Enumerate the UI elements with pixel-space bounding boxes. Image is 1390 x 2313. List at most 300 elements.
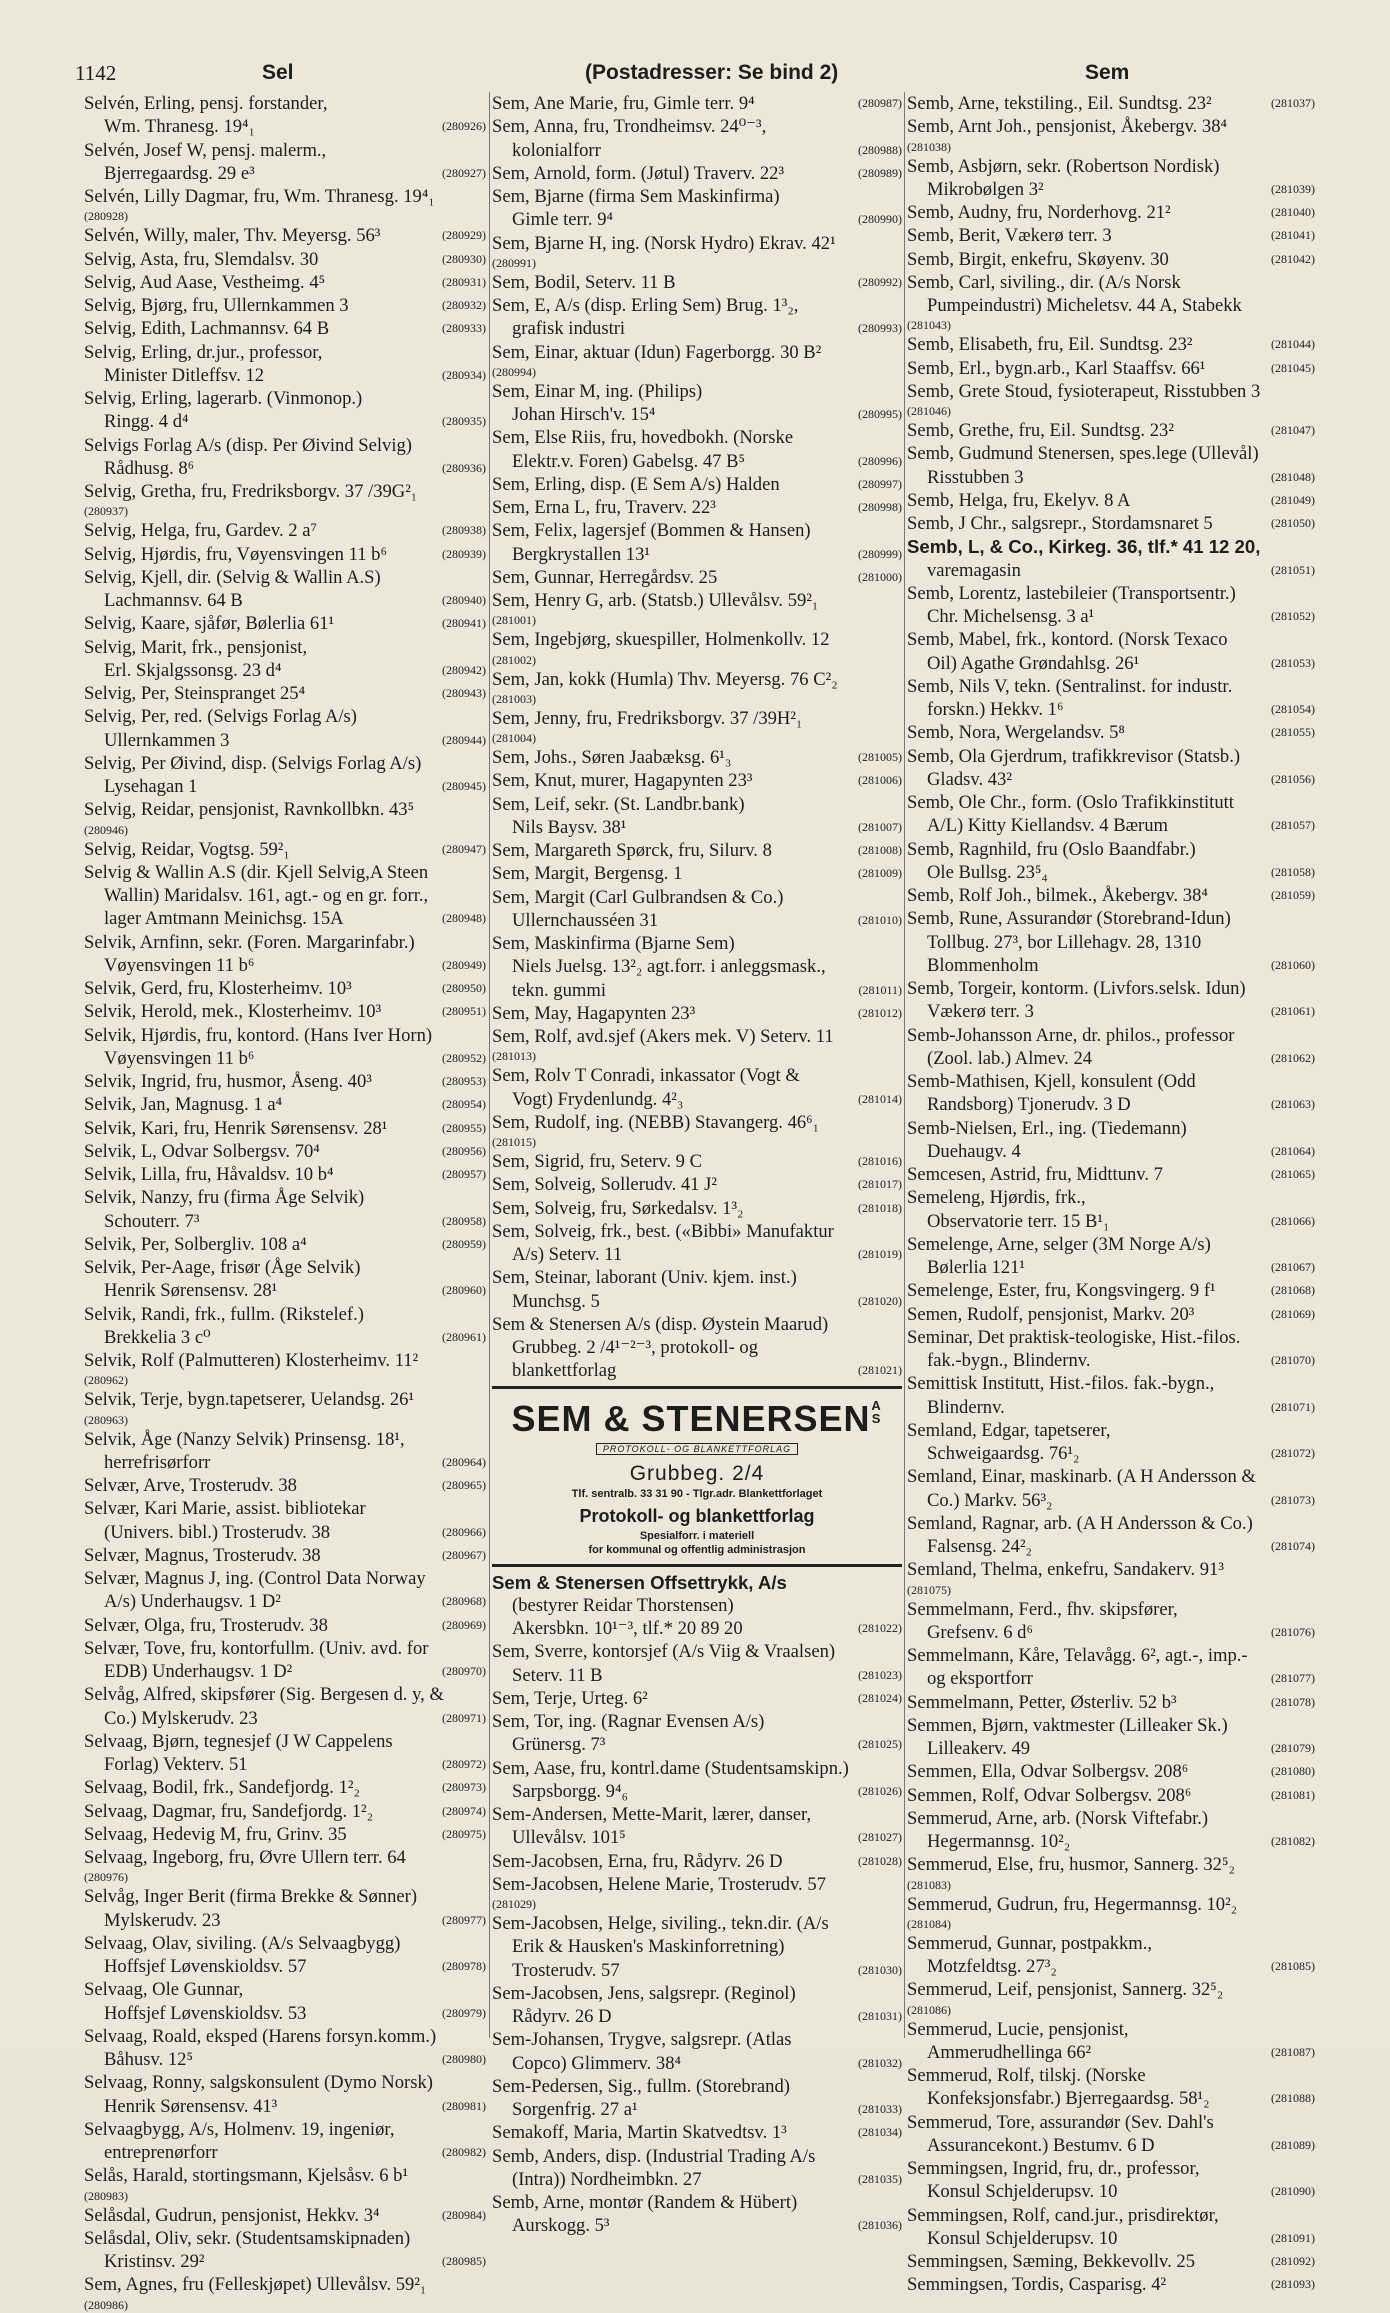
entry-name-line: Semland, Edgar, tapetserer, [907,1419,1111,1441]
entry-continuation-line: Forlag) Vekterv. 51 [104,1754,248,1775]
entry-number: (281060) [1271,957,1315,972]
entry-number: (281027) [858,1830,902,1845]
entry-number: (280934) [442,367,486,382]
entry-continuation-line: Båhusv. 12⁵ [104,2049,193,2070]
entry-continuation-line: (Univers. bibl.) Trosterudv. 38 [104,1521,331,1543]
directory-entry [84,248,486,271]
entry-name-line: Semmingsen, Sæming, Bekkevollv. 25 [907,2251,1196,2272]
entry-number: (280950) [442,981,486,995]
entry-name-line: Selvik, Lilla, fru, Håvaldsv. 10 b⁴ [84,1164,334,1185]
entry-number: (280978) [442,1959,486,1973]
entry-number: (280945) [442,779,486,793]
directory-entry [84,139,486,186]
entry-continuation-line: Hoffsjef Løvenskioldsv. 57 [104,1956,307,1977]
entry-number: (280996) [858,453,902,468]
directory-entry [492,162,902,185]
directory-entry [84,752,486,799]
directory-entry [84,1885,486,1932]
entry-number: (280937) [84,504,128,519]
entry-name-line: Semb, Asbjørn, sekr. (Robertson Nordisk) [907,155,1220,177]
entry-continuation-line: og eksportforr [927,1668,1033,1690]
directory-entry [492,2028,902,2075]
directory-entry [84,519,486,542]
entry-number: (281022) [858,1621,902,1635]
directory-entry [492,1266,902,1313]
entry-name-line: Selvig, Per, Steinspranget 25⁴ [84,683,306,704]
page-number: 1142 [75,61,117,85]
directory-entry [907,155,1315,202]
entry-number: (281066) [1271,1213,1315,1228]
directory-entry [492,1111,902,1150]
entry-continuation-line: Rådyrv. 26 D [512,2006,612,2027]
directory-entry [84,861,486,931]
entry-number: (281009) [858,866,902,881]
entry-number: (280960) [442,1283,486,1298]
directory-entry [492,1803,902,1850]
entry-number: (281028) [858,1853,902,1868]
directory-entry [84,1978,486,2025]
directory-entry [907,115,1315,154]
directory-entry [84,977,486,1000]
entry-number: (280984) [442,2207,486,2222]
entry-continuation-line: Randsborg) Tjonerudv. 3 D [927,1094,1131,1116]
entry-continuation-line: Chr. Michelsensg. 3 a¹ [927,606,1095,627]
entry-name-line: Sem, Leif, sekr. (St. Landbr.bank) [492,793,745,815]
entry-continuation-line: (Zool. lab.) Almev. 24 [927,1047,1093,1069]
directory-entry [84,1683,486,1730]
directory-entry [84,434,486,481]
entry-number: (281014) [858,1091,902,1106]
entry-name-line: Sem & Stenersen Offsettrykk, A/s [492,1571,787,1593]
entry-number: (280998) [858,500,902,514]
directory-entry [907,977,1315,1024]
entry-continuation-line: Hoffsjef Løvenskioldsv. 53 [104,2002,307,2024]
entry-name-line: Selvik, Herold, mek., Klosterheimv. 10³ [84,1001,382,1023]
entry-name-line: Selvaag, Ingeborg, fru, Øvre Ullern terr. 64 [84,1847,406,1868]
entry-name-line: Sem, Solveig, Sollerudv. 41 J² [492,1174,717,1196]
entry-number: (280970) [442,1664,486,1678]
entry-number: (280994) [492,364,536,379]
entry-name-line: Sem, Ingebjørg, skuespiller, Holmenkollv. 12 [492,629,830,651]
directory-entry [492,496,902,519]
entry-name-line: Selvik, Rolf (Palmutteren) Klosterheimv. 11² [84,1350,419,1371]
directory-entry [84,341,486,388]
directory-entry [84,1024,486,1071]
column-rule [904,92,905,2038]
directory-entry [907,675,1315,722]
entry-name-line: Sem, Sigrid, fru, Seterv. 9 C [492,1151,703,1172]
entry-name-line: Semb, J Chr., salgsrepr., Stordamsnaret 5 [907,513,1213,534]
directory-entry [492,232,902,271]
directory-entry [84,1730,486,1777]
entry-number: (281079) [1271,1741,1315,1755]
entry-number: (281054) [1271,702,1315,716]
ad-specialty-2: for kommunal og offentlig administrasjon [588,1543,806,1556]
entry-continuation-line: Ullernchausséen 31 [512,909,659,931]
entry-name-line: Selvig, Kaare, sjåfør, Bølerlia 61¹ [84,613,335,635]
directory-entry [907,1024,1315,1071]
entry-number: (280944) [442,732,486,747]
directory-entry [492,862,902,885]
entry-name-line: Selvig, Hjørdis, fru, Vøyensvingen 11 b⁶ [84,543,387,565]
entry-number: (280995) [858,407,902,421]
entry-number: (280948) [442,911,486,926]
entry-number: (280988) [858,142,902,157]
directory-entry [907,489,1315,512]
entry-number: (281077) [1271,1671,1315,1686]
entry-number: (281003) [492,691,536,706]
directory-entry [84,1117,486,1140]
entry-name-line: Sem, Johs., Søren Jaabæksg. 6¹₃ [492,747,732,768]
entry-continuation-line: Gimle terr. 9⁴ [512,209,613,231]
directory-entry [84,838,486,861]
entry-number: (281036) [858,2218,902,2233]
entry-name-line: Semmerud, Leif, pensjonist, Sannerg. 32⁵₂ [907,1979,1224,2001]
entry-number: (281078) [1271,1694,1315,1709]
ad-logo-text: SEM & STENERSEN [511,1397,871,1439]
entry-number: (280932) [442,298,486,312]
entry-continuation-line: Hegermannsg. 10²₂ [927,1831,1071,1852]
entry-number: (281090) [1271,2184,1315,2199]
directory-entry [492,1571,902,1641]
directory-entry [492,932,902,1002]
entry-number: (280957) [442,1167,486,1181]
entry-continuation-line: Schouterr. 7³ [104,1210,200,1232]
entry-name-line: Selvig, Marit, frk., pensjonist, [84,636,308,658]
entry-name-line: Selvik, Gerd, fru, Klosterheimv. 10³ [84,978,352,999]
entry-name-line: Selvik, Hjørdis, fru, kontord. (Hans Iver Horn) [84,1024,433,1046]
entry-name-line: Semland, Einar, maskinarb. (A H Andersson & [907,1466,1256,1488]
directory-entry [492,185,902,232]
directory-entry [84,2071,486,2118]
column-rule [489,92,490,2038]
entry-number: (280985) [442,2254,486,2268]
entry-continuation-line: Co.) Markv. 56³₂ [927,1489,1053,1511]
directory-entry [492,1710,902,1757]
directory-entry [907,2273,1315,2296]
entry-name-line: Semmerud, Gudrun, fru, Hegermannsg. 10²₂ [907,1893,1238,1915]
entry-number: (281007) [858,819,902,834]
directory-entry [907,745,1315,792]
entry-name-line: Selvær, Magnus J, ing. (Control Data Norway [84,1568,426,1589]
directory-entry [907,2157,1315,2204]
entry-name-line: Sem, Gunnar, Herregårdsv. 25 [492,566,718,588]
entry-number: (280990) [858,212,902,227]
directory-entry [907,1932,1315,1979]
entry-number: (281045) [1271,360,1315,375]
entry-continuation-line: Rådhusg. 8⁶ [104,457,195,479]
entry-continuation-line: Akersbkn. 10¹⁻³, tlf.* 20 89 20 [512,1618,743,1639]
entry-continuation-line: Falsensg. 24²₂ [927,1536,1033,1557]
entry-number: (280986) [84,2297,128,2312]
directory-entry [907,1978,1315,2017]
directory-entry [84,1776,486,1799]
entry-name-line: Semmen, Ella, Odvar Solbergsv. 208⁶ [907,1761,1189,1783]
directory-entry [492,628,902,667]
directory-entry [84,294,486,317]
entry-continuation-line: Sorgenfrig. 27 a¹ [512,2099,638,2120]
entry-number: (281072) [1271,1446,1315,1460]
entry-continuation-line: Co.) Mylskerudv. 23 [104,1707,258,1729]
entry-name-line: Selvaag, Bjørn, tegnesjef (J W Cappelens [84,1730,393,1752]
entry-number: (280974) [442,1803,486,1818]
entry-continuation-line: Assurancekont.) Bestumv. 6 D [927,2134,1155,2156]
entry-number: (280943) [442,686,486,700]
entry-name-line: Sem, Rudolf, ing. (NEBB) Stavangerg. 46⁶₁ [492,1111,820,1133]
directory-entry [84,1256,486,1303]
directory-entry [492,1025,902,1064]
entry-number: (281012) [858,1005,902,1020]
entry-number: (280962) [84,1373,128,1388]
entry-number: (280980) [442,2052,486,2066]
entry-number: (280927) [442,165,486,180]
entry-name-line: Selvik, Nanzy, fru (firma Åge Selvik) [84,1187,365,1209]
entry-continuation-line: Wallin) Maridalsv. 161, agt.- og en gr. forr., [104,885,429,906]
entry-continuation-line: Lilleakerv. 49 [927,1738,1031,1759]
entry-number: (280956) [442,1143,486,1158]
entry-continuation-line: Grefsenv. 6 d⁶ [927,1621,1033,1643]
entry-number: (281049) [1271,492,1315,507]
entry-number: (281081) [1271,1787,1315,1802]
entry-number: (280977) [442,1912,486,1927]
entry-number: (281018) [858,1200,902,1215]
entry-name-line: Sem, Margit (Carl Gulbrandsen & Co.) [492,886,784,908]
entry-continuation-line: tekn. gummi [512,979,606,1001]
entry-name-line: Selvig, Asta, fru, Slemdalsv. 30 [84,248,319,270]
entry-name-line: Sem, E, A/s (disp. Erling Sem) Brug. 1³₂, [492,295,799,316]
entry-name-line: Semmen, Rolf, Odvar Solbergsv. 208⁶ [907,1784,1192,1806]
entry-number: (281050) [1271,516,1315,530]
entry-number: (281002) [492,652,536,667]
entry-number: (280971) [442,1710,486,1725]
entry-number: (280940) [442,593,486,607]
entry-number: (281075) [907,1582,951,1597]
directory-entry [84,2025,486,2072]
directory-entry [492,1150,902,1173]
entry-continuation-line: kolonialforr [512,139,601,161]
directory-entry [907,1760,1315,1783]
directory-entry [907,1807,1315,1854]
entry-number: (280992) [858,274,902,289]
entry-name-line: Seminar, Det praktisk-teologiske, Hist.-filos. [907,1326,1241,1348]
directory-entry [492,519,902,566]
entry-name-line: Semb, Birgit, enkefru, Skøyenv. 30 [907,248,1169,270]
directory-entry [84,2227,486,2274]
entry-number: (281086) [907,2002,951,2017]
directory-entry [84,1388,486,1427]
directory-entry [907,380,1315,419]
entry-name-line: Selvik, Arnfinn, sekr. (Foren. Margarinfabr.) [84,931,415,953]
directory-entry [492,2191,902,2238]
entry-number: (280953) [442,1074,486,1088]
entry-number: (281038) [907,139,951,154]
entry-name-line: Selvén, Willy, maler, Thv. Meyersg. 56³ [84,225,381,247]
entry-continuation-line: Konsul Schjelderupsv. 10 [927,2181,1118,2203]
entry-continuation-line: Henrik Sørensensv. 41³ [104,2095,278,2117]
entry-name-line: Sem-Jacobsen, Helge, siviling., tekn.dir. (A/s [492,1913,829,1934]
entry-number: (281083) [907,1877,951,1892]
directory-entry [84,1186,486,1233]
entry-continuation-line: Bølerlia 121¹ [927,1257,1026,1278]
left-running-head: Sel [262,61,294,84]
entry-number: (281065) [1271,1167,1315,1181]
ad-logo [496,1399,898,1439]
directory-entry [492,341,902,380]
directory-entry [84,387,486,434]
entry-name-line: Sem, Margit, Bergensg. 1 [492,863,683,885]
entry-name-line: Selvig, Reidar, Vogtsg. 59²₁ [84,838,290,860]
entry-name-line: Sem, Jan, kokk (Humla) Thv. Meyersg. 76 C²₂ [492,668,838,690]
entry-number: (280926) [442,119,486,134]
directory-entry [492,473,902,496]
entry-name-line: Selvig, Aud Aase, Vestheimg. 4⁵ [84,271,326,293]
entry-name-line: Selvig & Wallin A.S (dir. Kjell Selvig,A Steen [84,861,429,883]
entry-continuation-line: Erl. Skjalgssonsg. 23 d⁴ [104,659,282,681]
entry-name-line: Semb, Ole Chr., form. (Oslo Trafikkinstitutt [907,792,1234,813]
entry-name-line: Semmelmann, Petter, Østerliv. 52 b³ [907,1691,1177,1713]
entry-name-line: Semb, Rune, Assurandør (Storebrand-Idun) [907,908,1231,930]
directory-entry [907,201,1315,224]
entry-name-line: Sem, Felix, lagersjef (Bommen & Hansen) [492,520,811,542]
directory-entry [84,1163,486,1186]
entry-number: (280991) [492,255,536,270]
entry-name-line: Semb, Nora, Wergelandsv. 5⁸ [907,722,1125,744]
entry-continuation-line: Risstubben 3 [927,466,1024,488]
entry-name-line: Sem, Rolf, avd.sjef (Akers mek. V) Seterv. 11 [492,1026,834,1047]
entry-name-line: Sem, Tor, ing. (Ragnar Evensen A/s) [492,1711,765,1732]
entry-name-line: Selvaag, Bodil, frk., Sandefjordg. 1²₂ [84,1777,360,1799]
entry-number: (281053) [1271,655,1315,670]
entry-number: (280963) [84,1412,128,1427]
directory-entry [492,2075,902,2122]
entry-name-line: Semmen, Bjørn, vaktmester (Lilleaker Sk.) [907,1714,1228,1736]
entry-name-line: Semb, Rolf Joh., bilmek., Åkebergv. 38⁴ [907,885,1208,906]
entry-number: (281035) [858,2171,902,2186]
ad-heading: Protokoll- og blankettforlag [579,1505,815,1526]
entry-name-line: Sem, Erna L, fru, Traverv. 22³ [492,497,716,518]
advertisement-box [492,1386,902,1567]
entry-name-line: Selvén, Lilly Dagmar, fru, Wm. Thranesg. 19⁴₁ [84,186,435,207]
directory-entry [84,2273,486,2312]
directory-entry [84,1000,486,1023]
entry-number: (281001) [492,613,536,628]
entry-continuation-line: Copco) Glimmerv. 38⁴ [512,2052,681,2074]
entry-name-line: Selvig, Edith, Lachmannsv. 64 B [84,318,330,340]
entry-name-line: Semb, Grethe, fru, Eil. Sundtsg. 23² [907,420,1174,441]
entry-name-line: Sem, Knut, murer, Hagapynten 23³ [492,770,753,792]
entry-continuation-line: Motzfeldtsg. 27³₂ [927,1956,1057,1977]
entry-continuation-line: Tollbug. 27³, bor Lillehagv. 28, 1310 [927,931,1202,953]
entry-number: (281000) [858,569,902,584]
entry-number: (281089) [1271,2137,1315,2152]
entry-number: (281055) [1271,725,1315,740]
entry-name-line: Semb-Johansson Arne, dr. philos., professor [907,1024,1235,1046]
entry-name-line: Selvig, Kjell, dir. (Selvig & Wallin A.S) [84,566,381,588]
entry-continuation-line: Lysehagan 1 [104,776,198,797]
entry-name-line: Sem, Bodil, Seterv. 11 B [492,271,676,293]
directory-entry [84,2164,486,2203]
entry-number: (281069) [1271,1306,1315,1321]
directory-entry [907,1714,1315,1761]
directory-entry [492,380,902,427]
directory-entry [907,2204,1315,2251]
entry-continuation-line: Ole Bullsg. 23⁵₄ [927,861,1048,883]
entry-name-line: Selvig, Reidar, pensjonist, Ravnkollbkn. 43⁵ [84,799,415,821]
entry-continuation-line: Nils Baysv. 38¹ [512,816,627,838]
directory-entry [907,535,1315,582]
entry-number: (281073) [1271,1492,1315,1507]
directory-entry [84,1800,486,1823]
entry-name-line: Semmerud, Rolf, tilskj. (Norske [907,2065,1146,2086]
entry-name-line: Sem, Einar M, ing. (Philips) [492,380,703,402]
entry-number: (280954) [442,1097,486,1112]
entry-number: (280976) [84,1870,128,1885]
entry-name-line: Sem, Henry G, arb. (Statsb.) Ullevålsv. 59²₁ [492,590,819,611]
entry-number: (281074) [1271,1539,1315,1553]
directory-entry [907,1598,1315,1645]
ad-tagline: PROTOKOLL- OG BLANKETTFORLAG [596,1443,798,1455]
directory-entry [907,628,1315,675]
entry-continuation-line: Vøyensvingen 11 b⁶ [104,1047,255,1069]
entry-number: (281052) [1271,609,1315,623]
directory-entry [907,1784,1315,1807]
entry-number: (280999) [858,546,902,561]
directory-entry [492,1220,902,1267]
entry-continuation-line: herrefrisørforr [104,1451,211,1473]
entry-name-line: Sem, Sverre, kontorsjef (A/s Viig & Vraalsen) [492,1641,836,1663]
directory-entry [907,92,1315,115]
directory-entry [907,248,1315,271]
entry-continuation-line: EDB) Underhaugsv. 1 D² [104,1661,293,1682]
entry-continuation-line: Duehaugv. 4 [927,1140,1021,1162]
directory-entry [492,746,902,769]
entry-name-line: Selåsdal, Gudrun, pensjonist, Hekkv. 3⁴ [84,2204,380,2226]
entry-name-line: Semb, Gudmund Stenersen, spes.lege (Ullevål) [907,443,1259,465]
entry-name-line: Selvaag, Hedevig M, fru, Grinv. 35 [84,1823,347,1845]
directory-entry [907,1853,1315,1892]
directory-entry [84,705,486,752]
entry-name-line: Selvik, Terje, bygn.tapetserer, Uelandsg. 26¹ [84,1389,415,1411]
entry-name-line: Selvær, Kari Marie, assist. bibliotekar [84,1498,366,1520]
directory-entry [84,1070,486,1093]
entry-name-line: Semeleng, Hjørdis, frk., [907,1187,1086,1209]
directory-entry [492,271,902,294]
entry-continuation-line: Grünersg. 7³ [512,1734,606,1756]
entry-name-line: Sem, Jenny, fru, Fredriksborgv. 37 /39H²₁ [492,707,803,729]
entry-continuation-line: Vogt) Frydenlundg. 4²₃ [512,1088,684,1110]
entry-continuation-line: Konfeksjonsfabr.) Bjerregaardsg. 58¹₂ [927,2088,1210,2110]
entry-continuation-line: Bjerregaardsg. 29 e³ [104,162,255,184]
entry-name-line: Selvaag, Dagmar, fru, Sandefjordg. 1²₂ [84,1800,374,1822]
directory-entry [907,1070,1315,1117]
entry-continuation-line: Wm. Thranesg. 19⁴₁ [104,116,256,138]
entry-name-line: Semb, Audny, fru, Norderhovg. 21² [907,202,1171,223]
entry-name-line: Semmelmann, Kåre, Telavågg. 6², agt.-, imp.- [907,1645,1248,1666]
directory-entry [907,1465,1315,1512]
entry-number: (280979) [442,2005,486,2020]
entry-number: (280936) [442,460,486,475]
entry-number: (281051) [1271,562,1315,577]
entry-number: (281067) [1271,1260,1315,1274]
entry-number: (281015) [492,1135,536,1149]
ad-logo-suffix: A S [871,1397,882,1426]
entry-continuation-line: Lachmannsv. 64 B [104,590,243,611]
entry-continuation-line: Mikrobølgen 3² [927,178,1044,200]
entry-number: (281037) [1271,96,1315,110]
entry-number: (280968) [442,1594,486,1609]
entry-number: (281059) [1271,888,1315,902]
entry-continuation-line: Vøyensvingen 11 b⁶ [104,954,255,976]
